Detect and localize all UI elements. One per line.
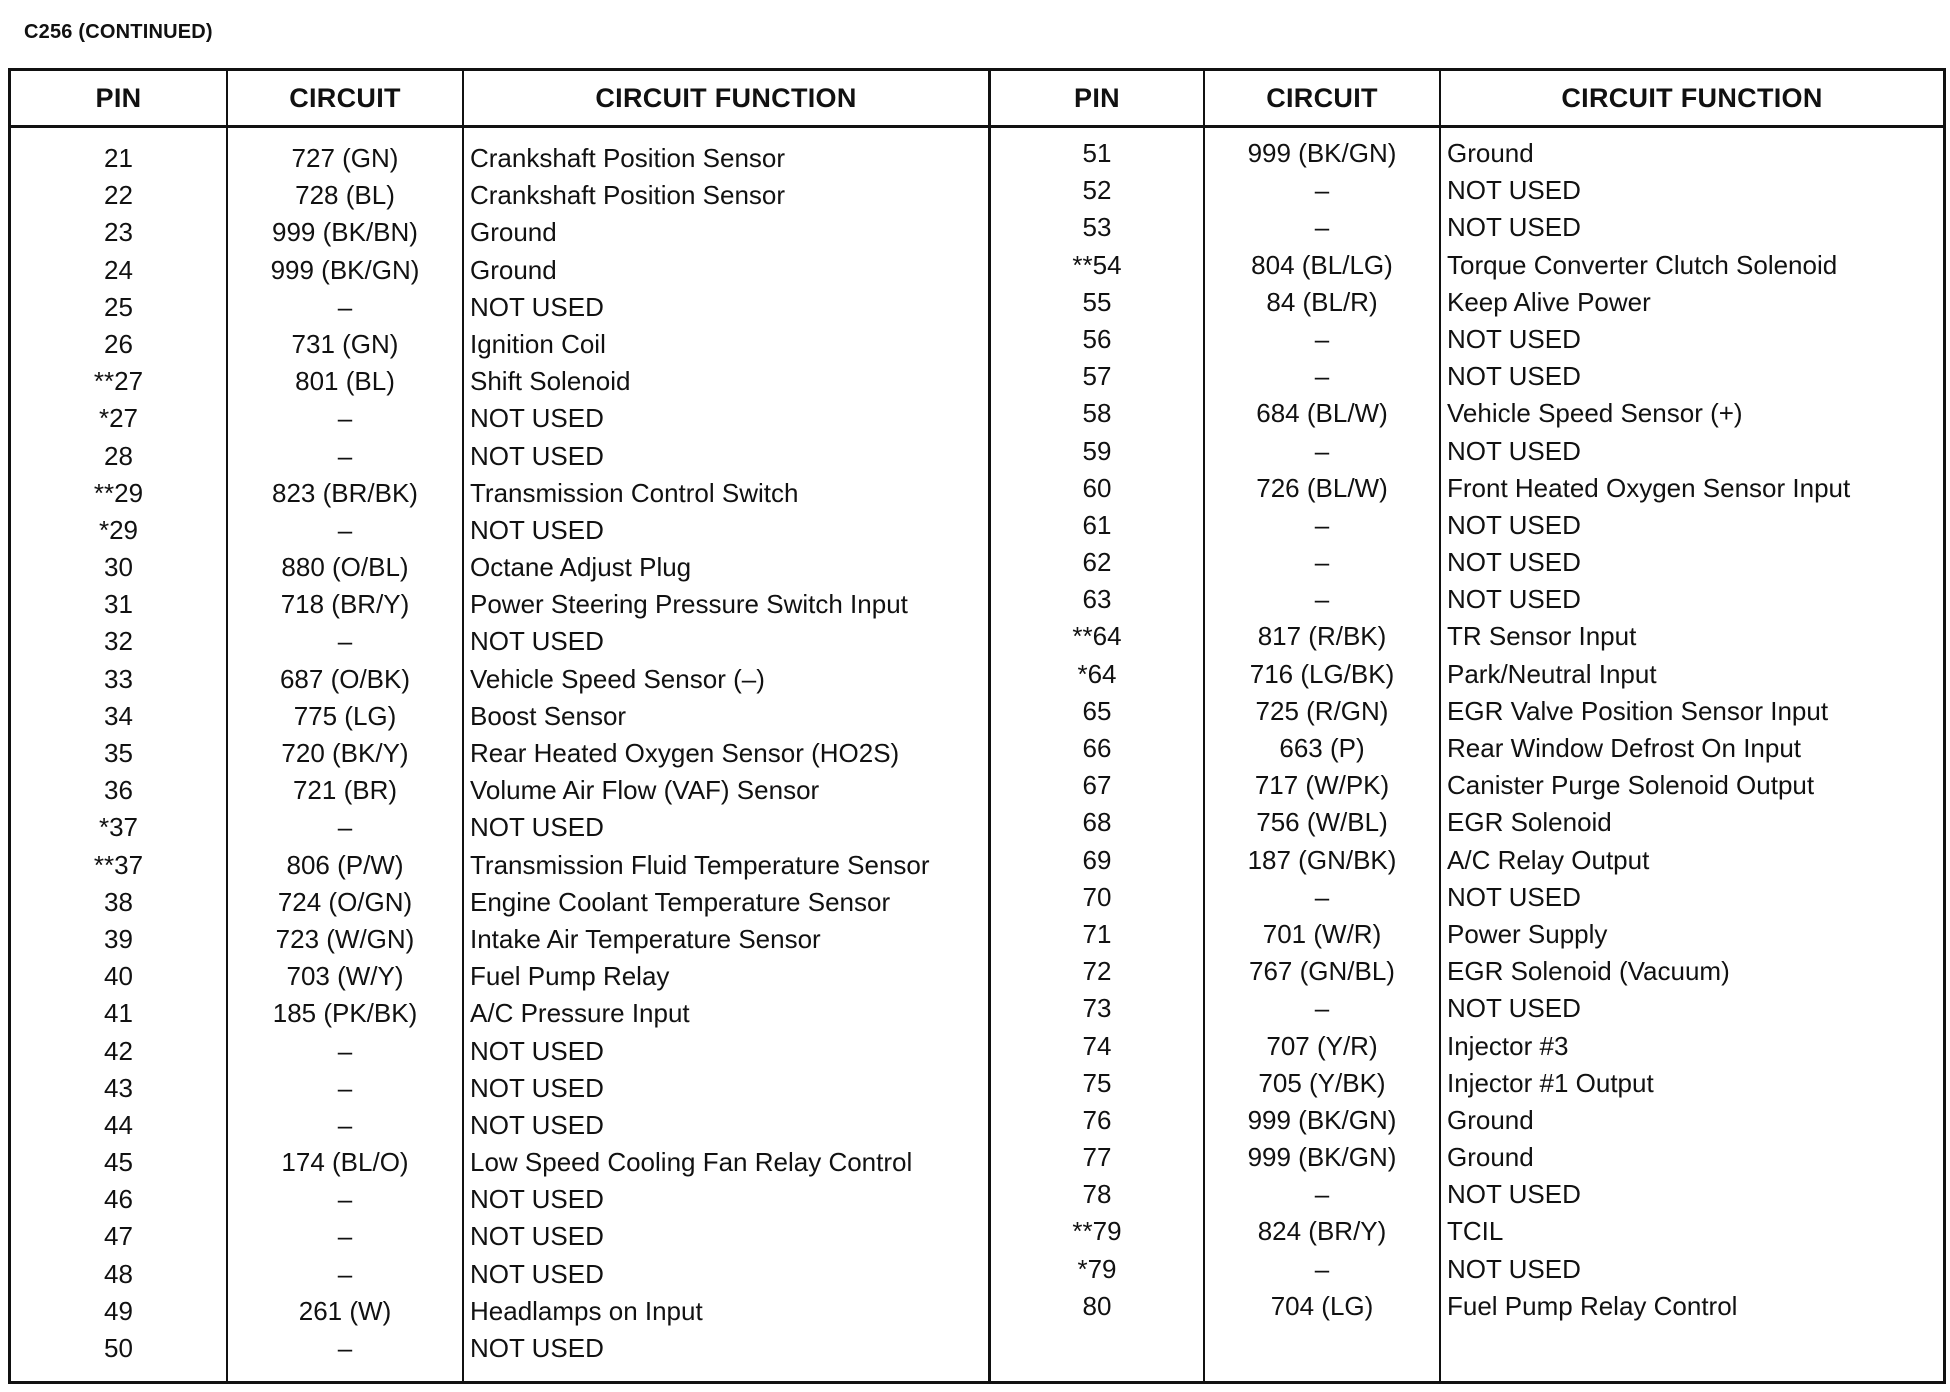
right-pin-cell: 76 xyxy=(1082,1104,1112,1135)
left-function-column xyxy=(462,71,988,1381)
right-function-cell: Rear Window Defrost On Input xyxy=(1447,733,1802,763)
left-circuit-cell: – xyxy=(337,1333,353,1363)
left-function-cell: NOT USED xyxy=(470,812,604,843)
right-function-cell: Canister Purge Solenoid Output xyxy=(1447,770,1815,801)
right-function-cell: EGR Solenoid (Vacuum) xyxy=(1447,956,1730,987)
right-circuit-cell: 999 (BK/GN) xyxy=(1247,1104,1397,1135)
left-circuit-cell: – xyxy=(337,514,353,545)
left-pin-cell: 50 xyxy=(104,1333,133,1363)
right-circuit-cell: – xyxy=(1314,881,1330,912)
right-function-rows xyxy=(1441,128,1943,1325)
left-circuit-cell: 999 (BK/GN) xyxy=(270,254,420,285)
right-pin-cell: *64 xyxy=(1077,658,1117,689)
left-pin-header: PIN xyxy=(11,71,226,128)
right-pin-cell: 74 xyxy=(1082,1030,1112,1061)
left-function-cell: NOT USED xyxy=(470,1221,604,1252)
right-pin-cell: **79 xyxy=(1072,1216,1122,1247)
left-circuit-cell: 775 (LG) xyxy=(293,700,397,731)
right-circuit-cell: 663 (P) xyxy=(1279,733,1365,763)
left-circuit-cell: 999 (BK/BN) xyxy=(272,217,418,248)
right-function-cell: NOT USED xyxy=(1447,547,1581,578)
left-function-cell: NOT USED xyxy=(470,514,604,545)
left-circuit-column xyxy=(226,71,462,1381)
right-circuit-header: CIRCUIT xyxy=(1205,71,1439,128)
right-pin-cell: 63 xyxy=(1082,584,1112,615)
left-function-cell: NOT USED xyxy=(470,1035,604,1066)
right-circuit-cell: – xyxy=(1314,547,1330,578)
left-pin-cell: 22 xyxy=(104,180,133,211)
left-function-rows xyxy=(464,128,988,1367)
left-function-cell: Transmission Control Switch xyxy=(470,477,799,508)
right-function-cell: NOT USED xyxy=(1447,435,1581,466)
right-pin-cell: 75 xyxy=(1082,1067,1112,1098)
left-circuit-cell: 185 (PK/BK) xyxy=(272,998,418,1029)
left-function-cell: Crankshaft Position Sensor xyxy=(470,143,786,173)
left-function-cell: Intake Air Temperature Sensor xyxy=(470,923,821,954)
left-pin-cell: **37 xyxy=(93,849,144,880)
left-pin-cell: 46 xyxy=(104,1184,133,1215)
left-pin-cell: 36 xyxy=(104,775,133,806)
right-pin-cell: 52 xyxy=(1082,175,1112,206)
right-circuit-cell: 756 (W/BL) xyxy=(1256,807,1388,838)
right-function-cell: Ground xyxy=(1447,1104,1534,1135)
left-circuit-cell: 723 (W/GN) xyxy=(275,923,415,954)
right-pin-cell: 78 xyxy=(1082,1179,1112,1210)
right-pin-cell: 57 xyxy=(1082,361,1112,392)
left-circuit-cell: 720 (BK/Y) xyxy=(281,738,409,768)
right-pin-cell: 55 xyxy=(1082,286,1112,317)
right-circuit-cell: 726 (BL/W) xyxy=(1256,472,1388,503)
left-function-cell: A/C Pressure Input xyxy=(470,998,690,1029)
left-circuit-cell: – xyxy=(337,403,353,434)
page-title: C256 (CONTINUED) xyxy=(24,21,213,43)
left-circuit-cell: – xyxy=(337,1109,353,1140)
right-circuit-cell: – xyxy=(1314,361,1330,392)
left-function-cell: Engine Coolant Temperature Sensor xyxy=(470,886,891,917)
left-pin-cell: 21 xyxy=(104,143,133,173)
right-pin-cell: 59 xyxy=(1082,435,1112,466)
right-pin-cell: 66 xyxy=(1082,733,1112,763)
left-circuit-cell: 718 (BR/Y) xyxy=(280,589,410,620)
left-function-cell: Transmission Fluid Temperature Sensor xyxy=(470,849,930,880)
left-function-cell: Ground xyxy=(470,217,557,248)
left-function-cell: NOT USED xyxy=(470,1072,604,1103)
left-circuit-cell: 687 (O/BK) xyxy=(279,663,411,694)
left-function-cell: NOT USED xyxy=(470,1109,604,1140)
right-circuit-cell: 999 (BK/GN) xyxy=(1247,1142,1397,1173)
left-pin-cell: *37 xyxy=(98,812,139,843)
right-function-cell: Torque Converter Clutch Solenoid xyxy=(1447,249,1838,280)
left-circuit-cell: 727 (GN) xyxy=(291,143,399,173)
left-pin-cell: 44 xyxy=(104,1109,133,1140)
right-function-cell: NOT USED xyxy=(1447,881,1581,912)
right-circuit-cell: 717 (W/PK) xyxy=(1254,770,1390,801)
right-circuit-cell: – xyxy=(1314,1253,1330,1284)
right-pin-cell: **64 xyxy=(1072,621,1122,652)
right-pin-cell: 73 xyxy=(1082,993,1112,1024)
right-function-cell: Injector #1 Output xyxy=(1447,1067,1654,1098)
right-function-column xyxy=(1439,71,1943,1381)
right-function-cell: Power Supply xyxy=(1447,918,1608,949)
left-function-cell: Power Steering Pressure Switch Input xyxy=(470,589,908,620)
left-pin-cell: 40 xyxy=(104,961,133,992)
left-function-cell: Rear Heated Oxygen Sensor (HO2S) xyxy=(470,738,900,768)
right-circuit-cell: – xyxy=(1314,509,1330,540)
left-circuit-cell: – xyxy=(337,1035,353,1066)
left-pin-cell: *27 xyxy=(98,403,139,434)
left-pin-cell: 49 xyxy=(104,1295,133,1326)
right-circuit-cell: – xyxy=(1314,435,1330,466)
left-pin-cell: 34 xyxy=(104,700,133,731)
left-function-cell: NOT USED xyxy=(470,291,604,322)
left-function-cell: Ignition Coil xyxy=(470,328,606,359)
right-pin-cell: *79 xyxy=(1077,1253,1117,1284)
right-function-cell: NOT USED xyxy=(1447,323,1581,354)
right-circuit-cell: 705 (Y/BK) xyxy=(1258,1067,1386,1098)
right-circuit-cell: 684 (BL/W) xyxy=(1256,398,1388,429)
connector-pin-table xyxy=(8,68,1946,1384)
left-pin-cell: 28 xyxy=(104,440,133,471)
left-circuit-cell: 721 (BR) xyxy=(292,775,398,806)
right-circuit-cell: 767 (GN/BL) xyxy=(1249,956,1395,987)
left-function-cell: NOT USED xyxy=(470,1333,604,1363)
right-circuit-cell: 84 (BL/R) xyxy=(1266,286,1378,317)
right-function-cell: Fuel Pump Relay Control xyxy=(1447,1290,1738,1321)
right-pin-cell: 77 xyxy=(1082,1142,1112,1173)
right-circuit-cell: 187 (GN/BK) xyxy=(1247,844,1397,875)
left-circuit-rows xyxy=(228,128,462,1367)
left-circuit-cell: 880 (O/BL) xyxy=(281,552,409,583)
right-circuit-column xyxy=(1203,71,1439,1381)
left-pin-cell: **27 xyxy=(93,366,144,397)
right-function-cell: NOT USED xyxy=(1447,212,1581,243)
left-circuit-cell: 261 (W) xyxy=(298,1295,392,1326)
right-circuit-cell: 707 (Y/R) xyxy=(1266,1030,1378,1061)
left-function-cell: Fuel Pump Relay xyxy=(470,961,670,992)
left-function-cell: Vehicle Speed Sensor (–) xyxy=(470,663,765,694)
left-circuit-cell: – xyxy=(337,440,353,471)
right-function-cell: Vehicle Speed Sensor (+) xyxy=(1447,398,1743,429)
left-circuit-cell: 174 (BL/O) xyxy=(281,1147,409,1178)
right-pin-cell: 60 xyxy=(1082,472,1112,503)
left-pin-cell: 30 xyxy=(104,552,133,583)
right-circuit-cell: 704 (LG) xyxy=(1270,1290,1374,1321)
left-circuit-cell: – xyxy=(337,1072,353,1103)
left-pin-cell: 33 xyxy=(104,663,133,694)
right-function-header: CIRCUIT FUNCTION xyxy=(1441,71,1943,128)
left-function-cell: Low Speed Cooling Fan Relay Control xyxy=(470,1147,913,1178)
left-function-cell: Boost Sensor xyxy=(470,700,627,731)
left-circuit-cell: 806 (P/W) xyxy=(286,849,404,880)
left-function-cell: Crankshaft Position Sensor xyxy=(470,180,786,211)
right-circuit-cell: 701 (W/R) xyxy=(1262,918,1382,949)
right-pin-rows xyxy=(991,128,1203,1325)
right-circuit-cell: – xyxy=(1314,584,1330,615)
right-function-cell: TR Sensor Input xyxy=(1447,621,1637,652)
right-circuit-rows xyxy=(1205,128,1439,1325)
right-circuit-cell: – xyxy=(1314,993,1330,1024)
left-function-cell: NOT USED xyxy=(470,626,604,657)
right-function-cell: A/C Relay Output xyxy=(1447,844,1650,875)
right-function-cell: NOT USED xyxy=(1447,1253,1581,1284)
left-function-cell: Octane Adjust Plug xyxy=(470,552,692,583)
left-pin-cell: 25 xyxy=(104,291,133,322)
right-circuit-cell: – xyxy=(1314,1179,1330,1210)
left-circuit-cell: 731 (GN) xyxy=(291,328,399,359)
right-circuit-cell: 824 (BR/Y) xyxy=(1257,1216,1387,1247)
right-pin-cell: 71 xyxy=(1082,918,1112,949)
left-circuit-cell: – xyxy=(337,1221,353,1252)
right-circuit-cell: – xyxy=(1314,323,1330,354)
left-pin-cell: 31 xyxy=(104,589,133,620)
left-pin-cell: 42 xyxy=(104,1035,133,1066)
right-pin-cell: 61 xyxy=(1082,509,1112,540)
left-function-cell: NOT USED xyxy=(470,1258,604,1289)
right-function-cell: NOT USED xyxy=(1447,361,1581,392)
left-circuit-cell: 728 (BL) xyxy=(295,180,395,211)
left-pin-cell: 23 xyxy=(104,217,133,248)
right-pin-cell: 56 xyxy=(1082,323,1112,354)
left-pin-cell: **29 xyxy=(93,477,144,508)
left-pin-cell: 35 xyxy=(104,738,133,768)
right-pin-cell: 65 xyxy=(1082,695,1112,726)
right-pin-cell: 58 xyxy=(1082,398,1112,429)
right-pin-column xyxy=(988,71,1203,1381)
right-function-cell: Front Heated Oxygen Sensor Input xyxy=(1447,472,1851,503)
left-pin-cell: 26 xyxy=(104,328,133,359)
right-pin-cell: 51 xyxy=(1082,138,1112,168)
left-pin-cell: 39 xyxy=(104,923,133,954)
left-function-cell: NOT USED xyxy=(470,440,604,471)
right-function-cell: EGR Valve Position Sensor Input xyxy=(1447,695,1829,726)
right-pin-cell: 68 xyxy=(1082,807,1112,838)
right-function-cell: Park/Neutral Input xyxy=(1447,658,1657,689)
right-function-cell: Ground xyxy=(1447,1142,1534,1173)
left-pin-cell: 38 xyxy=(104,886,133,917)
left-function-cell: NOT USED xyxy=(470,403,604,434)
right-circuit-cell: 725 (R/GN) xyxy=(1255,695,1389,726)
right-function-cell: NOT USED xyxy=(1447,175,1581,206)
left-function-header: CIRCUIT FUNCTION xyxy=(464,71,988,128)
left-circuit-cell: 703 (W/Y) xyxy=(286,961,404,992)
left-pin-cell: 47 xyxy=(104,1221,133,1252)
left-circuit-cell: – xyxy=(337,626,353,657)
right-pin-cell: 69 xyxy=(1082,844,1112,875)
right-pin-cell: 80 xyxy=(1082,1290,1112,1321)
left-circuit-cell: 823 (BR/BK) xyxy=(272,477,418,508)
left-pin-cell: *29 xyxy=(98,514,139,545)
left-pin-cell: 48 xyxy=(104,1258,133,1289)
left-circuit-cell: – xyxy=(337,1258,353,1289)
left-pin-cell: 32 xyxy=(104,626,133,657)
left-pin-cell: 41 xyxy=(104,998,133,1029)
left-pin-cell: 43 xyxy=(104,1072,133,1103)
right-circuit-cell: – xyxy=(1314,212,1330,243)
right-pin-cell: 53 xyxy=(1082,212,1112,243)
left-function-cell: Headlamps on Input xyxy=(470,1295,703,1326)
right-circuit-cell: 716 (LG/BK) xyxy=(1249,658,1395,689)
left-circuit-cell: 801 (BL) xyxy=(295,366,395,397)
left-pin-cell: 45 xyxy=(104,1147,133,1178)
left-function-cell: NOT USED xyxy=(470,1184,604,1215)
left-function-cell: Volume Air Flow (VAF) Sensor xyxy=(470,775,820,806)
right-pin-header: PIN xyxy=(991,71,1203,128)
left-function-cell: Ground xyxy=(470,254,557,285)
left-circuit-header: CIRCUIT xyxy=(228,71,462,128)
right-function-cell: Ground xyxy=(1447,138,1534,168)
left-circuit-cell: – xyxy=(337,812,353,843)
right-function-cell: Injector #3 xyxy=(1447,1030,1569,1061)
right-function-cell: NOT USED xyxy=(1447,1179,1581,1210)
right-function-cell: NOT USED xyxy=(1447,584,1581,615)
right-pin-cell: 72 xyxy=(1082,956,1112,987)
left-circuit-cell: – xyxy=(337,291,353,322)
left-pin-cell: 24 xyxy=(104,254,133,285)
right-pin-cell: 67 xyxy=(1082,770,1112,801)
left-circuit-cell: – xyxy=(337,1184,353,1215)
right-circuit-cell: 804 (BL/LG) xyxy=(1251,249,1393,280)
left-pin-rows xyxy=(11,128,226,1367)
right-function-cell: TCIL xyxy=(1447,1216,1504,1247)
left-circuit-cell: 724 (O/GN) xyxy=(277,886,413,917)
left-pin-column xyxy=(11,71,226,1381)
right-circuit-cell: – xyxy=(1314,175,1330,206)
right-function-cell: NOT USED xyxy=(1447,993,1581,1024)
right-function-cell: NOT USED xyxy=(1447,509,1581,540)
right-circuit-cell: 817 (R/BK) xyxy=(1257,621,1387,652)
right-pin-cell: 62 xyxy=(1082,547,1112,578)
right-pin-cell: **54 xyxy=(1072,249,1122,280)
right-pin-cell: 70 xyxy=(1082,881,1112,912)
right-circuit-cell: 999 (BK/GN) xyxy=(1247,138,1397,168)
right-function-cell: EGR Solenoid xyxy=(1447,807,1612,838)
left-function-cell: Shift Solenoid xyxy=(470,366,631,397)
right-function-cell: Keep Alive Power xyxy=(1447,286,1651,317)
